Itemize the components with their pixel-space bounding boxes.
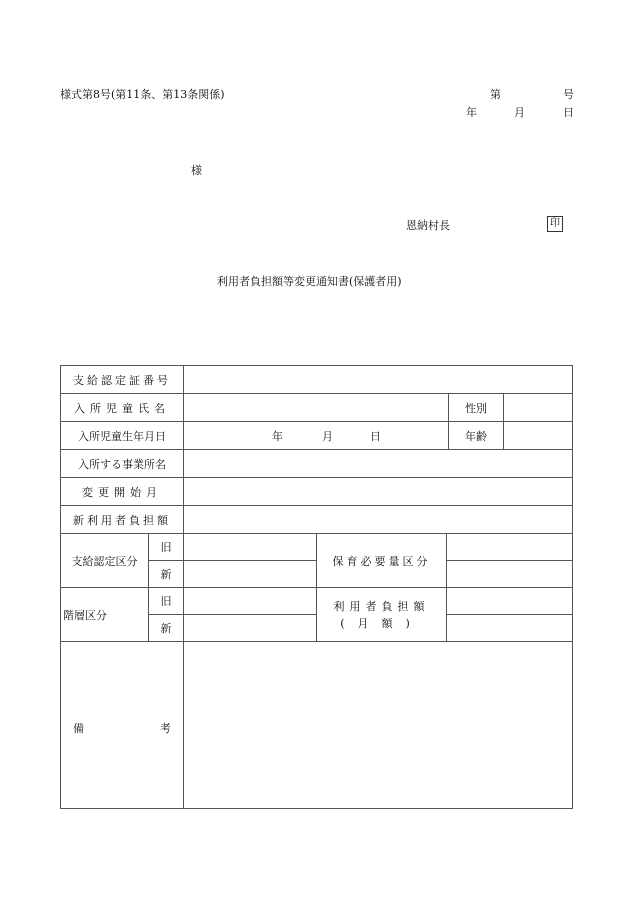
label-remarks-right: 考 [160,722,171,735]
label-facility-name: 入所する事業所名 [61,450,184,478]
row-facility-name [61,450,573,478]
value-cert-new[interactable] [184,561,317,588]
label-child-name: 入所児童氏名 [61,394,184,422]
value-care-old[interactable] [447,534,573,561]
value-new-burden[interactable] [184,506,573,534]
birth-month-label: 月 [322,429,333,443]
date-day-label: 日 [563,106,574,119]
document-title: 利用者負担額等変更通知書(保護者用) [217,275,402,288]
value-cert-old[interactable] [184,534,317,561]
label-tier-category: 階層区分 [61,588,149,642]
official-seal-box: 印 [547,216,563,232]
number-suffix: 号 [563,88,574,101]
label-remarks-left: 備 [73,722,84,735]
label-care-category: 保育必要量区分 [317,534,447,588]
number-prefix: 第 [490,88,501,101]
label-cert-new: 新 [149,561,184,588]
value-change-start[interactable] [184,478,573,506]
label-remarks [61,642,184,809]
value-tier-new[interactable] [184,615,317,642]
addressee-honorific: 様 [191,164,202,177]
value-tier-old[interactable] [184,588,317,615]
form-reference: 様式第8号(第11条、第13条関係) [60,88,225,101]
notice-form-table [60,365,573,809]
label-new-burden: 新利用者負担額 [61,506,184,534]
label-cert-category: 支給認定区分 [61,534,149,588]
row-cert-category-old [61,534,573,561]
value-remarks[interactable] [184,642,573,809]
label-change-start: 変更開始月 [61,478,184,506]
birth-day-label: 日 [370,429,381,443]
value-child-name[interactable] [184,394,449,422]
date-month-label: 月 [514,106,525,119]
row-new-burden [61,506,573,534]
date-year-label: 年 [466,106,477,119]
row-change-start [61,478,573,506]
value-care-new[interactable] [447,561,573,588]
row-remarks [61,642,573,809]
label-user-burden-monthly [317,588,447,642]
label-cert-old: 旧 [149,534,184,561]
label-age: 年齢 [449,422,504,450]
issuer-title: 恩納村長 [406,219,450,232]
label-gender: 性別 [449,394,504,422]
row-child-birth [61,422,573,450]
value-facility-name[interactable] [184,450,573,478]
value-child-birth[interactable] [184,422,449,450]
row-tier-category-old [61,588,573,615]
label-cert-number: 支給認定証番号 [61,366,184,394]
label-child-birth: 入所児童生年月日 [61,422,184,450]
label-user-burden-line2: (月額) [340,616,423,630]
label-tier-old: 旧 [149,588,184,615]
label-user-burden-line1: 利用者負担額 [333,599,430,613]
label-tier-new: 新 [149,615,184,642]
value-burden-new[interactable] [447,615,573,642]
value-gender[interactable] [504,394,573,422]
value-age[interactable] [504,422,573,450]
value-burden-old[interactable] [447,588,573,615]
row-cert-number [61,366,573,394]
value-cert-number[interactable] [184,366,573,394]
birth-year-label: 年 [272,429,283,443]
row-child-name [61,394,573,422]
